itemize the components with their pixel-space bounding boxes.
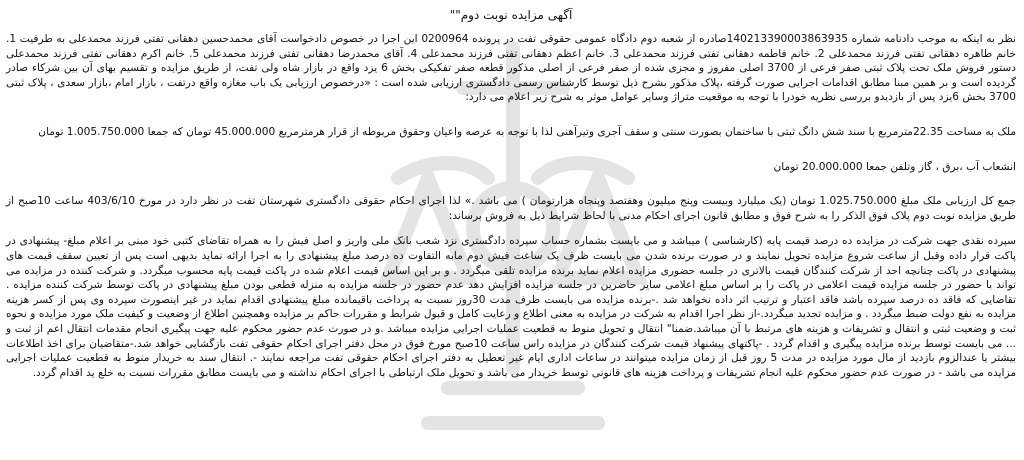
case-description-paragraph: نظر به اینکه به موجب دادنامه شماره 140213390003863935صادره از شعبه دوم دادگاه عمومی حقوقی تفت در پرونده 0200964 این اجرا در خصوص دادخواست آقای محمدحسین دهقانی تفتی فرزند محمدعلی به طرفیت 1. خانم طاهره دهقانی تفتی فرزند محمدعلی 2. خانم فاطمه دهقانی تفتی فرزند محمدعلی 3. خانم اعظم دهقانی تفتی فرزند محمدعلی 4. آقای محمدرضا دهقانی تفتی فرزند محمدعلی 5. خانم اکرم دهقانی تفتی فرزند محمدعلی دستور فروش ملک تحت پلاک ثبتی صفر فرعی از 3700 اصلی مفروز و مجزی شده از صفر فرعی از اصلی مذکور قطعه صفر تفکیکی بخش 6 یزد واقع در بازار شاه ولی تفت، از طریق مزایده و تقسیم بهای آن بین شرکاء صادر گردیده است و بر همین مبنا مطابق اقدامات اجرایی صورت گرفته ،پلاک مذکور بشرح ذیل توسط کارشناس رسمی دادگستری ارزیابی شده است : «درخصوص ارزیابی یک باب مغازه واقع درتفت ، بازار امام ،بازار سعدی ، پلاک ثبتی 3700 بخش 6یزد پس از بازدیدو بررسی نظریه خودرا با توجه به موقعیت متراژ وسایر عوامل موثر به شرح زیر اعلام می دارد: [6, 33, 1016, 104]
notice-title: آگهی مزایده نوبت دوم"" [449, 8, 573, 22]
total-valuation-paragraph: جمع کل ارزیابی ملک مبلغ 1.025.750.000 تومان (یک میلیارد وبیست وپنج میلیون وهفتصد وپنجاه هزارتومان ) می باشد .» لذا اجرای احکام حقوقی دادگستری شهرستان تفت در نظر دارد در مورخ 403/6/10 ساعت 10صبح از طریق مزایده نوبت دوم پلاک فوق الذکر را به شرح فوق و مطابق قانون اجرای احکام مدنی با لحاظ شرایط ذیل به فروش برساند: [6, 195, 1016, 222]
auction-notice-document [6, 4, 1016, 456]
auction-conditions-paragraph: سپرده نقدی جهت شرکت در مزایده ده درصد قیمت پایه (کارشناسی ) میباشد و می بایست بشماره حساب سپرده دادگستری نزد شعب بانک ملی واریز و اصل فیش را به همراه تقاضای کتبی خود مبنی بر اعلام مبلغ- پیشنهادی در پاکت قرار داده وقبل از ساعت شروع مزایده تحویل نمایند و در صورت برنده شدن می بایست ظرف یک ساعت فیش دوم مابه التفاوت ده درصد مبلغ پیشنهادی را به اجرا ارائه نماید بدیهی است پس از تعیین سقف قیمت های پیشنهادی در پاکت چنانچه احد از شرکت کنندگان قیمت بالاتری در جلسه حضوری مزایده اعلام نماید برنده مزایده تلقی میگردد . و بر این اساس قیمت اعلام شده در پاکت قیمت پایه محسوب میگردد. و شرکت کننده در مزایده می تواند با حضور در جلسه مزایده قیمت اعلامی در پاکت را بر اساس مبلغ اعلامی سایر حاضرین در جلسه مزایده افزایش دهد عدم حضور در جلسه مزایده به منزله قطعی بودن مبلغ پیشنهادی در پاکت توسط شرکت کننده مزایده . تقاضایی که فاقد ده درصد سپرده باشد فاقد اعتبار و ترتیب اثر داده نخواهد شد .-برنده مزایده می بایست ظرف مدت 30روز نسبت به پرداخت باقیمانده مبلغ پیشنهادی اقدام نماید در غیر اینصورت سپرده وی پس از کسر هزینه مزایده به نفع دولت ضبط میگردد . و مزایده تجدید میگردد.-از نظر اجرا اقدام به شرکت در مزایده به معنی اطلاع و رعایت کامل و قبول شرایط و مقررات حاکم بر مزایده وهمچنین اطلاع از وضعیت و کیفیت ملک مورد مزایده و نحوه ثبت و وضعیت ثبتی و انتقال و تشریفات و هزینه های مرتبط با آن میباشد.ضمنا" انتقال و تحویل منوط به قطعیت عملیات اجرایی مزایده میباشد .و در صورت عدم حضور محکوم علیه جهت پیگیری انجام مقدمات انتقال اعم از ثبت و ... می بایست توسط برنده مزایده پیگیری و اقدام گردد . -پاکتهای پیشنهاد قیمت شرکت کنندگان در مزایده راس ساعت 10صبح مورخ فوق در محل دفتر اجرای احکام حقوقی تفت بازگشایی خواهد شد.-متقاضیان برای اخذ اطلاعات بیشتر یا عندالزوم بازدید از مال مورد مزایده در مدت 5 روز قبل از زمان مزایده میتوانند در ساعات اداری ایام غیر تعطیل به دفتر اجرای احکام حقوقی تفت مراجعه نمایند -. انتقال سند به خریدار منوط به قطعیت عملیات اجرایی مزایده می باشد - در صورت عدم حضور محکوم علیه انجام تشریفات و پرداخت هزینه های قانونی توسط خریدار می باشد و تحویل ملک ارتباطی با اجرای احکام نداشته و می بایست مطابق مقررات نسبت به خلع ید اقدام گردد. [6, 235, 1016, 379]
utilities-value-paragraph: انشعاب آب ،برق ، گاز وتلفن جمعا 20.000.000 تومان [773, 160, 1016, 173]
property-area-paragraph: ملک به مساحت 22.35مترمربع با سند شش دانگ ثبتی با ساختمان بصورت سنتی و سقف آجری وتیرآهنی لذا با توجه به عرصه واعیان وحقوق مربوطه از قرار هرمترمربع 45.000.000 تومان که جمعا 1.005.750.000 تومان [38, 125, 1016, 138]
